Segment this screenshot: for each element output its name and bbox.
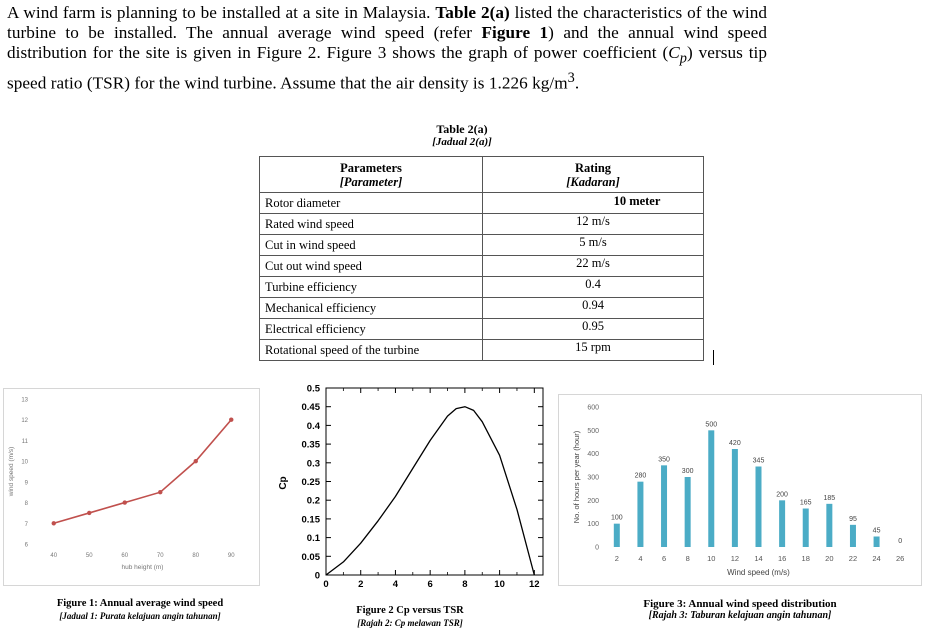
x-tick-label: 4: [392, 579, 399, 590]
x-tick-label: 22: [848, 554, 858, 563]
data-point: [158, 490, 162, 494]
figure-3-caption: [600, 598, 880, 622]
value-text: 22 m/s: [576, 255, 610, 270]
y-tick-label: 9: [24, 480, 28, 487]
header-rating-en: Rating: [574, 160, 612, 175]
figure-2-caption-ms: [Rajah 2: Cp melawan TSR]: [357, 618, 463, 628]
y-tick-label: 0.05: [301, 551, 320, 563]
figure-2-chart: [268, 380, 558, 590]
problem-ref-figure: Figure 1: [481, 23, 549, 42]
x-tick-label: 10: [707, 554, 716, 563]
param-cell: Cut in wind speed: [260, 235, 483, 256]
y-tick-label: 500: [587, 427, 599, 435]
figure-1-frame: [3, 388, 260, 586]
cp-curve: [326, 407, 534, 575]
y-tick-label: 13: [21, 397, 28, 404]
data-point: [123, 500, 127, 504]
value-cell: [483, 319, 704, 340]
x-tick-label: 12: [529, 579, 540, 590]
table-row: [260, 256, 704, 277]
table-row: [260, 319, 704, 340]
y-tick-label: 400: [587, 451, 599, 459]
y-axis-label: No. of hours per year (hour): [572, 430, 581, 524]
x-tick-label: 2: [358, 579, 364, 590]
value-text: 0.4: [585, 276, 601, 291]
param-cell: Rotor diameter: [260, 193, 483, 214]
y-tick-label: 0.5: [306, 383, 320, 395]
x-tick-label: 80: [192, 553, 200, 559]
bar: [614, 524, 620, 547]
y-tick-label: 7: [24, 521, 28, 528]
table-caption: [402, 123, 522, 149]
x-tick-label: 12: [730, 554, 740, 563]
data-point: [87, 511, 91, 515]
x-tick-label: 8: [462, 579, 468, 590]
value-text: 15 rpm: [575, 339, 611, 354]
y-tick-label: 300: [587, 474, 599, 482]
bar: [874, 537, 880, 548]
x-tick-label: 24: [872, 554, 881, 563]
data-label: 165: [799, 499, 812, 507]
header-parameters-en: Parameters: [340, 160, 402, 175]
x-tick-label: 26: [896, 554, 905, 563]
bar: [756, 467, 762, 548]
table-row: [260, 340, 704, 361]
text-cursor: [713, 350, 714, 365]
figure-3-chart: [559, 395, 921, 585]
figure-1-caption-en: Figure 1: Annual average wind speed: [56, 598, 224, 609]
y-tick-label: 0.45: [301, 402, 320, 414]
x-tick-label: 90: [227, 553, 235, 559]
figure-2-caption-en: Figure 2 Cp versus TSR: [356, 605, 464, 616]
table-row: [260, 193, 704, 214]
problem-text-1: A wind farm is planning to be installed at a site in Malaysia.: [7, 3, 436, 22]
x-tick-label: 40: [50, 553, 58, 559]
table-caption-en: Table 2(a): [436, 122, 488, 136]
y-tick-label: 6: [24, 542, 28, 549]
param-cell: Turbine efficiency: [260, 277, 483, 298]
bar: [708, 430, 714, 547]
y-tick-label: 11: [21, 438, 28, 445]
value-cell: [483, 256, 704, 277]
x-axis-label: hub height (m): [121, 564, 164, 571]
problem-text-4: ) versus tip speed ratio (TSR) for the wind turbine. Assume that the air density is 1.226 kg/m: [7, 43, 767, 94]
x-tick-label: 4: [638, 554, 643, 563]
value-text: 12 m/s: [576, 213, 610, 228]
data-label: 200: [776, 491, 788, 499]
y-tick-label: 0: [595, 544, 599, 552]
y-tick-label: 8: [24, 501, 28, 508]
y-axis-label: Cp: [278, 476, 289, 490]
header-parameters: [260, 157, 483, 193]
data-point: [229, 418, 233, 422]
x-tick-label: 16: [777, 554, 787, 563]
problem-text-2: listed the characteristics of the wind turbine to be installed. The annual average wind speed (refer: [7, 3, 768, 42]
table-header-row: [260, 157, 704, 193]
header-rating: [483, 157, 704, 193]
param-cell: Rated wind speed: [260, 214, 483, 235]
value-cell: [483, 298, 704, 319]
param-cell: Mechanical efficiency: [260, 298, 483, 319]
x-tick-label: 2: [614, 554, 619, 563]
bar: [637, 482, 643, 547]
data-label: 420: [729, 440, 741, 447]
data-label: 100: [610, 514, 623, 522]
table-row: [260, 277, 704, 298]
problem-text-5: .: [574, 74, 580, 94]
series-line: [54, 420, 232, 524]
y-tick-label: 0: [314, 570, 320, 582]
cp-subscript: p: [679, 50, 687, 67]
data-label: 95: [849, 515, 857, 523]
param-cell: Electrical efficiency: [260, 319, 483, 340]
y-tick-label: 0.25: [301, 477, 320, 488]
x-tick-label: 6: [661, 554, 667, 563]
data-label: 350: [658, 456, 670, 464]
bar: [826, 504, 832, 547]
data-label: 45: [872, 527, 881, 535]
value-text: 5 m/s: [579, 234, 607, 249]
y-tick-label: 0.1: [306, 533, 320, 545]
x-tick-label: 20: [825, 554, 834, 563]
y-tick-label: 0.2: [306, 495, 320, 507]
value-cell: [483, 340, 704, 361]
value-text: 0.94: [582, 297, 604, 312]
param-cell: Rotational speed of the turbine: [260, 340, 483, 361]
figure-3-caption-en: Figure 3: Annual wind speed distribution: [643, 598, 837, 610]
x-tick-label: 10: [494, 579, 505, 590]
y-tick-label: 0.35: [301, 439, 320, 451]
figure-1-chart: [4, 389, 259, 585]
figure-1-caption: [20, 598, 260, 622]
table-row: [260, 235, 704, 256]
x-tick-label: 18: [801, 554, 810, 563]
value-text: 10 meter: [613, 193, 661, 208]
problem-ref-table: Table 2(a): [435, 3, 510, 22]
x-axis-label: Wind speed (m/s): [727, 568, 790, 577]
value-cell: [483, 214, 704, 235]
y-tick-label: 100: [587, 521, 599, 529]
figure-3-frame: [558, 394, 922, 586]
bar: [779, 500, 785, 547]
data-label: 185: [823, 494, 836, 502]
value-cell: [483, 277, 704, 298]
cp-symbol: C: [668, 43, 680, 62]
figure-3-caption-ms: [Rajah 3: Taburan kelajuan angin tahunan]: [648, 610, 832, 621]
bar: [803, 509, 809, 548]
figure-1-caption-ms: [Jadual 1: Purata kelajuan angin tahunan]: [59, 611, 221, 621]
y-tick-label: 200: [587, 497, 599, 505]
table-row: [260, 214, 704, 235]
bar: [732, 449, 738, 547]
bar: [850, 525, 856, 547]
y-tick-label: 0.15: [301, 514, 320, 526]
data-label: 300: [681, 468, 694, 475]
x-tick-label: 0: [323, 579, 329, 590]
figure-2-caption: [330, 605, 490, 629]
x-tick-label: 14: [754, 554, 763, 563]
data-label: 280: [634, 472, 647, 480]
data-label: 0: [898, 538, 903, 545]
data-label: 500: [705, 421, 718, 429]
bar: [685, 477, 691, 547]
data-label: 345: [752, 457, 765, 465]
header-parameters-ms: [Parameter]: [339, 174, 403, 189]
header-rating-ms: [Kadaran]: [566, 174, 620, 189]
x-tick-label: 60: [121, 553, 129, 559]
bar: [661, 465, 667, 547]
value-text: 0.95: [582, 318, 604, 333]
table-caption-ms: [Jadual 2(a)]: [432, 136, 492, 148]
param-cell: Cut out wind speed: [260, 256, 483, 277]
x-tick-label: 8: [685, 554, 690, 563]
value-cell: [483, 193, 704, 214]
y-tick-label: 0.3: [306, 458, 320, 470]
turbine-spec-table: [259, 156, 704, 361]
y-tick-label: 600: [587, 404, 599, 412]
y-tick-label: 0.4: [306, 420, 320, 432]
data-point: [194, 459, 198, 463]
x-tick-label: 70: [156, 553, 164, 559]
x-tick-label: 50: [85, 553, 93, 559]
unit-exponent: 3: [567, 70, 575, 87]
data-point: [52, 521, 56, 525]
y-tick-label: 12: [21, 418, 28, 425]
problem-text-3: ) and the annual wind speed distribution for the site is given in Figure 2. Figure 3 shows the graph of power coefficient (: [7, 23, 768, 62]
x-tick-label: 6: [427, 579, 433, 590]
y-tick-label: 10: [21, 459, 28, 466]
table-row: [260, 298, 704, 319]
value-cell: [483, 235, 704, 256]
plot-frame: [326, 388, 543, 575]
problem-statement: [7, 3, 767, 94]
y-axis-label: wind speed (m/s): [8, 446, 15, 497]
